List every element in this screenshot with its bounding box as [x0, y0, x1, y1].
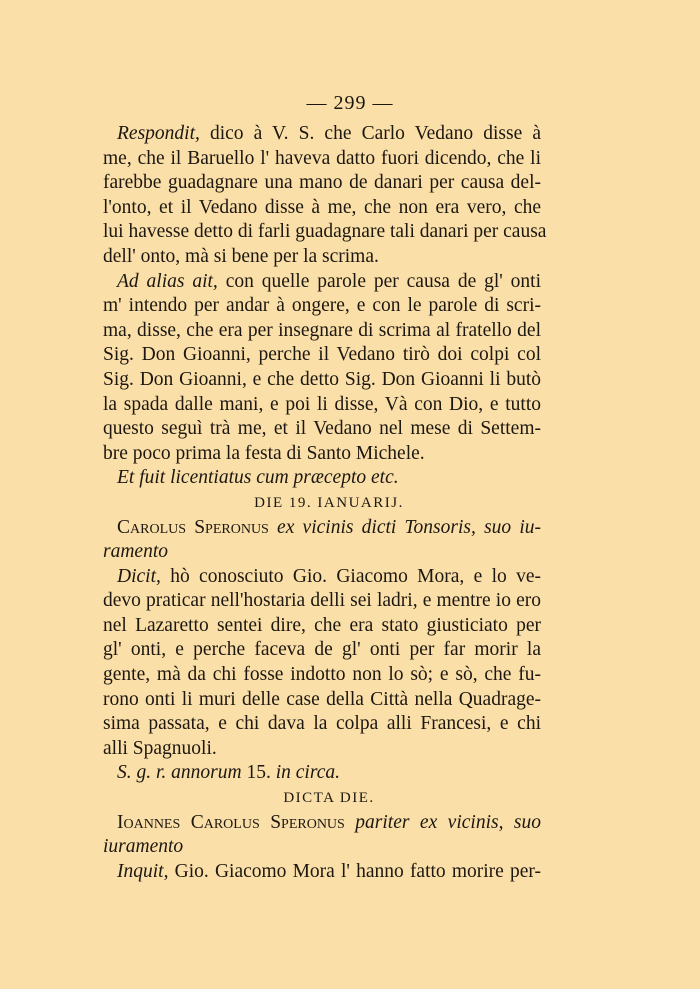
text-line	[103, 294, 541, 319]
text-run: farebbe guadagnare una mano de danari per causa del-	[103, 172, 541, 194]
text-run: DICTA DIE.	[283, 790, 375, 807]
text-line	[103, 663, 541, 688]
text-line	[103, 442, 541, 467]
text-run: lui havesse detto di farli guadagnare tali danari per causa	[103, 221, 547, 243]
text-line	[103, 196, 541, 221]
text-run: gente, mà da chi fosse indotto non lo sò; e sò, che fu-	[103, 664, 541, 686]
text-run: Ad alias ait,	[117, 270, 218, 292]
text-run: Dicit,	[117, 565, 161, 587]
text-run: Sig. Don Gioanni, e che detto Sig. Don Gioanni li butò	[103, 368, 541, 390]
text-line	[117, 466, 541, 491]
text-run: nel Lazaretto sentei dire, che era stato giusticiato per	[103, 614, 541, 636]
text-line	[103, 147, 541, 172]
text-line	[117, 491, 541, 516]
page-number: — 299 —	[306, 92, 394, 114]
text-run: me, che il Baruello l' haveva datto fuori dicendo, che li	[103, 147, 541, 169]
text-line	[103, 638, 541, 663]
text-line	[117, 516, 541, 541]
text-run: bre poco prima la festa di Santo Michele.	[103, 442, 425, 464]
text-run: con quelle parole per causa de gl' onti	[217, 270, 541, 292]
text-line	[117, 811, 541, 836]
text-line	[117, 761, 541, 786]
text-line	[103, 343, 541, 368]
text-run: l'onto, et il Vedano disse à me, che non era vero, che	[103, 196, 541, 218]
text-run: rono onti li muri delle case della Città nella Quadrage-	[103, 688, 541, 710]
text-run: Ioannes Carolus Speronus	[117, 811, 345, 833]
text-run: iuramento	[103, 836, 184, 858]
text-line	[103, 737, 541, 762]
text-line	[103, 393, 541, 418]
text-line	[117, 786, 541, 811]
text-line	[103, 614, 541, 639]
text-run: m' intendo per andar à ongere, e con le parole di scri-	[103, 295, 541, 317]
text-run: Carolus Speronus	[117, 516, 269, 538]
text-run: ex vicinis dicti Tonsoris, suo iu-	[268, 516, 542, 538]
text-run: in circa.	[275, 762, 340, 784]
text-run: questo seguì trà me, et il Vedano nel mese di Settem-	[103, 418, 541, 440]
text-run: pariter ex vicinis, suo	[344, 811, 541, 833]
text-line	[117, 122, 541, 147]
text-run: Respondit,	[117, 123, 200, 144]
text-run: dell' onto, mà si bene per la scrima.	[103, 245, 379, 267]
text-run: ma, disse, che era per insegnare di scrima al fratello del	[103, 319, 541, 341]
text-line	[117, 270, 541, 295]
text-run: devo praticar nell'hostaria delli sei ladri, e mentre io ero	[103, 590, 541, 612]
text-run: hò conosciuto Gio. Giacomo Mora, e lo ve-	[160, 565, 541, 587]
text-run: S. g. r. annorum	[117, 762, 242, 784]
text-line	[103, 589, 541, 614]
body-text	[103, 122, 547, 884]
text-run: 15.	[241, 762, 276, 784]
text-run: la spada dalle mani, e poi li disse, Và con Dio, e tutto	[103, 393, 541, 415]
text-line	[103, 540, 541, 565]
text-run: ramento	[103, 541, 168, 563]
text-line	[103, 319, 541, 344]
text-run: Inquit,	[117, 860, 169, 882]
text-line	[117, 860, 541, 885]
text-line	[117, 565, 541, 590]
text-run: sima passata, e chi dava la colpa alli Francesi, e chi	[103, 713, 541, 735]
text-run: gl' onti, e perche faceva de gl' onti per far morir la	[103, 639, 541, 661]
text-line	[103, 220, 547, 245]
text-line	[103, 835, 541, 860]
text-run: DIE 19. IANUARIJ.	[254, 494, 404, 511]
text-line	[103, 712, 541, 737]
text-line	[103, 688, 541, 713]
text-run: alli Spagnuoli.	[103, 737, 217, 759]
text-run: Gio. Giacomo Mora l' hanno fatto morire per-	[168, 860, 541, 882]
text-run: Sig. Don Gioanni, perche il Vedano tirò doi colpi col	[103, 344, 541, 366]
text-line	[103, 171, 541, 196]
text-run: Et fuit licentiatus cum præcepto etc.	[117, 467, 399, 489]
text-line	[103, 368, 541, 393]
text-line	[103, 245, 541, 270]
text-line	[103, 417, 541, 442]
text-run: dico à V. S. che Carlo Vedano disse à	[199, 123, 541, 144]
